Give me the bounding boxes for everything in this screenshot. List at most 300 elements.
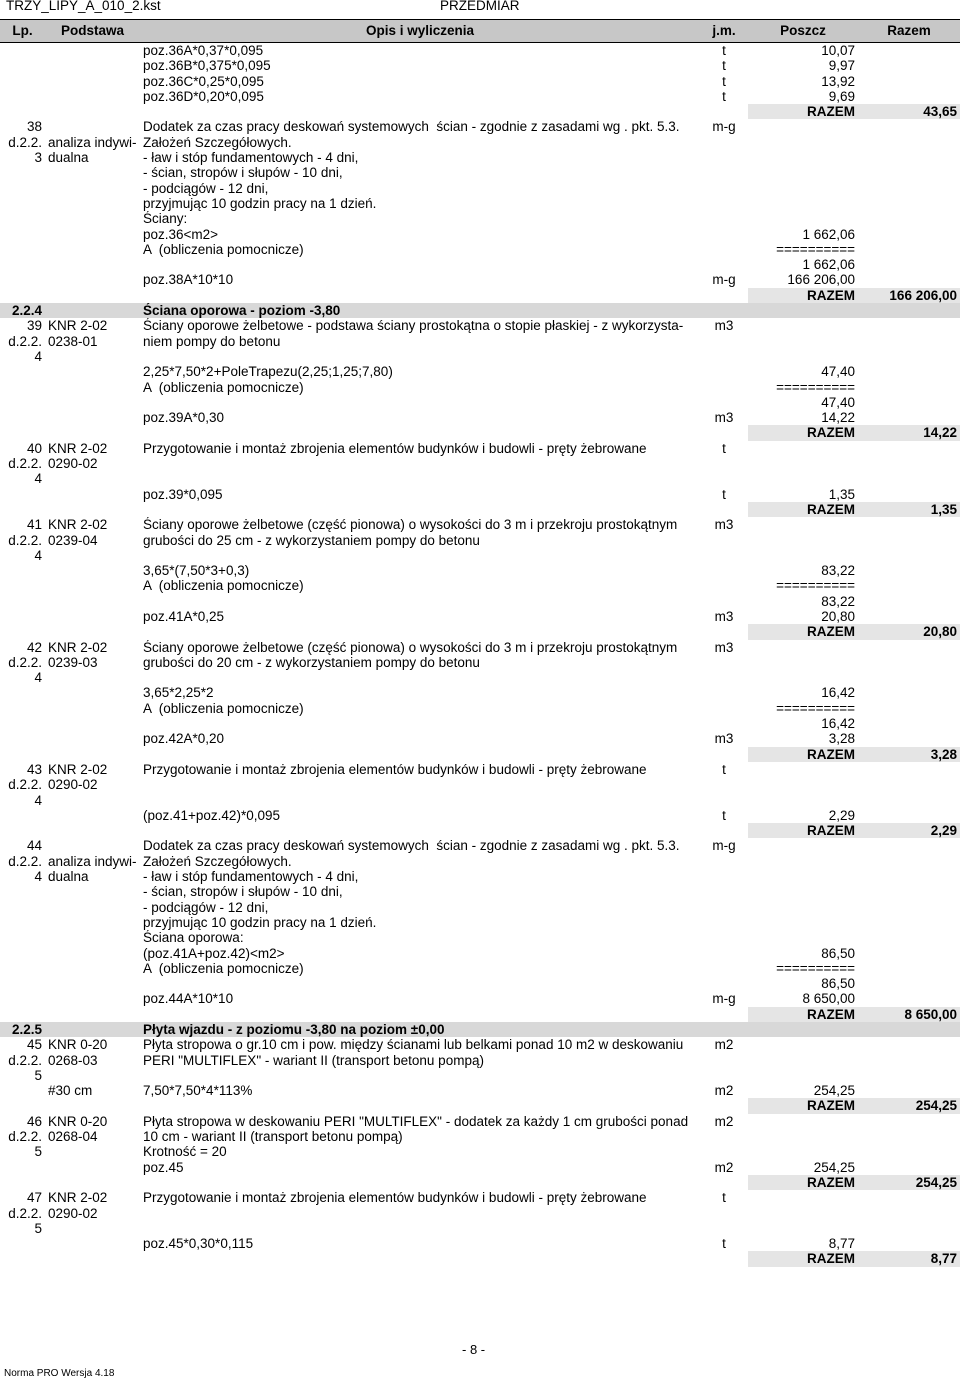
cell-poszcz [748,548,858,563]
cell-razem [858,242,960,257]
cell-razem: 166 206,00 [858,288,960,303]
cell-razem [858,1190,960,1205]
cell-lp: 3 [34,150,42,166]
cell-poszcz [748,165,858,180]
cell-jm [700,533,748,548]
cell-razem [858,1114,960,1129]
cell-podstawa [45,716,140,731]
cell-lp [0,74,45,89]
cell-poszcz [748,1221,858,1236]
cell-razem [858,563,960,578]
cell-podstawa [45,793,140,808]
cell-razem: 3,28 [858,747,960,762]
cell-podstawa [45,1175,140,1190]
cell-podstawa [45,701,140,716]
cell-lp [0,946,45,961]
cell-lp [0,1098,45,1113]
cell-podstawa [45,731,140,746]
cell-lp: 46 [26,1113,42,1129]
cell-razem [858,777,960,792]
cell-jm [700,1053,748,1068]
cell-jm [700,655,748,670]
table-row [0,609,960,624]
cell-jm [700,211,748,226]
cell-poszcz [748,119,858,134]
cell-podstawa [45,946,140,961]
table-row [0,961,960,976]
cell-lp: d.2.2. [8,532,42,548]
cell-jm [700,716,748,731]
cell-poszcz [748,1037,858,1052]
file-header [0,0,960,16]
cell-jm [700,104,748,119]
cell-opis: poz.39*0,095 [143,486,223,502]
cell-jm: t [722,1190,726,1206]
table-row [0,135,960,150]
table-row [0,1236,960,1251]
cell-lp [0,808,45,823]
cell-podstawa [45,211,140,226]
cell-razem: 2,29 [858,823,960,838]
cell-lp [0,976,45,991]
cell-poszcz: 20,80 [821,608,855,624]
cell-jm [700,1129,748,1144]
cell-poszcz: 16,42 [821,685,855,701]
cell-opis: Założeń Szczegółowych. [143,853,292,869]
cell-lp: 4 [34,792,42,808]
cell-jm [700,1007,748,1022]
cell-podstawa [45,670,140,685]
cell-lp: 4 [34,348,42,364]
cell-lp: 4 [34,471,42,487]
cell-podstawa: KNR 0-20 [48,1113,108,1129]
cell-jm: m2 [714,1159,734,1175]
cell-poszcz: 83,22 [821,563,855,579]
cell-podstawa [45,823,140,838]
cell-razem [858,1022,960,1037]
cell-jm: m-g [712,272,736,288]
cell-lp: 4 [34,547,42,563]
cell-jm: m3 [714,731,734,747]
cell-opis [140,349,700,364]
cell-lp [0,380,45,395]
cell-poszcz [748,762,858,777]
cell-lp [0,89,45,104]
cell-podstawa [45,930,140,945]
cell-podstawa [45,288,140,303]
table-row [0,1022,960,1037]
col-header-razem: Razem [858,20,960,43]
cell-jm [700,900,748,915]
cell-razem [858,838,960,853]
table-row [0,685,960,700]
table-row [0,43,960,59]
cell-poszcz [748,135,858,150]
cell-opis [140,1068,700,1083]
table-row [0,1160,960,1175]
cell-razem [858,364,960,379]
table-row [0,196,960,211]
cell-razem: 14,22 [858,425,960,440]
cell-lp: 40 [26,440,42,456]
table-row [0,624,960,639]
cell-poszcz: 1,35 [828,486,855,502]
cell-lp [0,685,45,700]
cell-jm [700,793,748,808]
cell-poszcz: RAZEM [748,823,858,838]
cell-poszcz [748,670,858,685]
cell-jm: m3 [714,318,734,334]
cell-poszcz: 9,97 [828,58,855,74]
cell-opis: - podciągów - 12 dni, [143,180,269,196]
cell-poszcz [748,349,858,364]
cell-razem [858,1053,960,1068]
cell-razem [858,900,960,915]
cell-poszcz [748,640,858,655]
cell-lp [0,594,45,609]
cell-razem [858,915,960,930]
cell-poszcz: ========== [776,960,855,976]
cell-razem [858,257,960,272]
cell-poszcz: ========== [776,241,855,257]
cell-podstawa [45,1098,140,1113]
table-row [0,1037,960,1052]
cell-razem [858,685,960,700]
cell-jm [700,165,748,180]
cell-poszcz: RAZEM [748,624,858,639]
cell-poszcz [748,303,858,318]
cell-razem [858,150,960,165]
cell-jm [700,777,748,792]
cell-opis: poz.45 [143,1159,184,1175]
cell-lp [0,624,45,639]
table-row [0,119,960,134]
cell-lp [0,609,45,624]
cell-poszcz: 83,22 [821,593,855,609]
cell-jm: t [722,1236,726,1252]
cell-lp [0,227,45,242]
cell-poszcz: 8,77 [828,1236,855,1252]
cell-opis: Ściany oporowe żelbetowe (część pionowa) o wysokości do 3 m i przekroju prostokątnym [143,639,678,655]
cell-lp: d.2.2. [8,1205,42,1221]
cell-podstawa [45,563,140,578]
cell-podstawa [45,502,140,517]
cell-razem [858,731,960,746]
cell-podstawa [45,548,140,563]
cell-opis [140,1221,700,1236]
cell-jm [700,563,748,578]
cell-podstawa [45,1068,140,1083]
table-row [0,915,960,930]
cell-lp [0,1007,45,1022]
table-row [0,1206,960,1221]
cell-razem: 8,77 [858,1251,960,1266]
cell-opis: Założeń Szczegółowych. [143,134,292,150]
cell-lp [0,563,45,578]
cell-opis [140,456,700,471]
table-row [0,104,960,119]
cell-opis: przyjmując 10 godzin pracy na 1 dzień. [143,914,377,930]
table-row [0,930,960,945]
cell-opis [140,1251,700,1266]
cell-poszcz: ========== [776,379,855,395]
table-body [0,43,960,1267]
cell-opis: przyjmując 10 godzin pracy na 1 dzień. [143,195,377,211]
cell-podstawa: KNR 0-20 [48,1037,108,1053]
cell-jm: m-g [712,991,736,1007]
cell-poszcz [748,318,858,333]
cell-lp [0,425,45,440]
cell-opis: grubości do 25 cm - z wykorzystaniem pompy do betonu [143,532,480,548]
cell-lp: 42 [26,639,42,655]
cell-poszcz [748,211,858,226]
cell-jm: m3 [714,639,734,655]
table-row [0,869,960,884]
cell-lp [0,578,45,593]
table-row [0,1144,960,1159]
table-row [0,165,960,180]
cell-opis: poz.36C*0,25*0,095 [143,73,264,89]
table-row [0,211,960,226]
cell-poszcz [748,777,858,792]
cell-razem [858,487,960,502]
cell-razem [858,165,960,180]
cell-razem [858,884,960,899]
cell-poszcz: 1 662,06 [802,226,855,242]
cell-podstawa [45,915,140,930]
cell-jm: m2 [714,1037,734,1053]
cell-poszcz [748,334,858,349]
cell-poszcz: 2,29 [828,807,855,823]
cell-jm [700,1068,748,1083]
table-row [0,471,960,486]
cell-opis: A (obliczenia pomocnicze) [143,700,304,716]
cell-opis [140,104,700,119]
cell-poszcz [748,900,858,915]
cell-jm [700,548,748,563]
cell-razem [858,211,960,226]
cell-podstawa [45,395,140,410]
cell-jm: m2 [714,1113,734,1129]
table-row [0,288,960,303]
col-header-podstawa: Podstawa [45,20,140,43]
cell-jm [700,502,748,517]
cell-opis [140,548,700,563]
cell-opis [140,471,700,486]
cell-poszcz: RAZEM [748,1007,858,1022]
cell-podstawa: 0268-03 [48,1052,98,1068]
cell-razem [858,701,960,716]
cell-opis: A (obliczenia pomocnicze) [143,379,304,395]
cell-poszcz [748,471,858,486]
cell-lp [0,961,45,976]
cell-podstawa [45,58,140,73]
cell-opis [140,716,700,731]
cell-jm [700,425,748,440]
table-row [0,487,960,502]
cell-poszcz: 9,69 [828,88,855,104]
cell-razem [858,930,960,945]
cell-poszcz: RAZEM [748,1251,858,1266]
cell-podstawa: 0239-04 [48,532,98,548]
table-row [0,272,960,287]
cell-lp [0,1251,45,1266]
cell-podstawa [45,380,140,395]
cell-jm [700,1251,748,1266]
cell-podstawa [45,487,140,502]
cell-opis: poz.45*0,30*0,115 [143,1236,254,1252]
cell-lp: 41 [26,517,42,533]
cell-podstawa [45,104,140,119]
cell-podstawa [45,257,140,272]
cell-poszcz: RAZEM [748,425,858,440]
cell-jm [700,181,748,196]
table-row [0,242,960,257]
table-row [0,257,960,272]
cell-lp [0,884,45,899]
cell-opis: - podciągów - 12 dni, [143,899,269,915]
cell-jm [700,334,748,349]
table-row [0,89,960,104]
cell-poszcz [748,1053,858,1068]
cell-lp: d.2.2. [8,654,42,670]
cell-opis [140,288,700,303]
cell-jm [700,670,748,685]
table-row [0,150,960,165]
cell-jm [700,349,748,364]
cell-poszcz [748,1190,858,1205]
cell-poszcz: ========== [776,578,855,594]
cell-opis: A (obliczenia pomocnicze) [143,578,304,594]
cell-poszcz [748,181,858,196]
table-row [0,716,960,731]
table-row [0,701,960,716]
cell-razem [858,349,960,364]
cell-razem [858,89,960,104]
cell-podstawa [45,578,140,593]
col-header-poszcz: Poszcz [748,20,858,43]
cell-razem [858,961,960,976]
cell-razem [858,762,960,777]
cell-razem [858,227,960,242]
cell-jm [700,456,748,471]
cell-jm: t [722,58,726,74]
table-row [0,1251,960,1266]
cell-poszcz [748,869,858,884]
cell-jm: m3 [714,517,734,533]
cell-podstawa [45,808,140,823]
table-row [0,58,960,73]
cell-poszcz [748,1022,858,1037]
cell-poszcz [748,1144,858,1159]
cell-poszcz: 13,92 [821,73,855,89]
cell-lp [0,43,45,59]
cell-jm [700,1144,748,1159]
cell-poszcz [748,150,858,165]
cell-podstawa [45,364,140,379]
table-row [0,1129,960,1144]
cell-podstawa: dualna [48,869,89,885]
cell-opis: - ścian, stropów i słupów - 10 dni, [143,884,343,900]
cell-razem [858,196,960,211]
cell-opis: niem pompy do betonu [143,333,281,349]
cell-jm [700,257,748,272]
cell-lp: d.2.2. [8,853,42,869]
table-row [0,854,960,869]
cell-poszcz [748,1068,858,1083]
cell-lp: 45 [26,1037,42,1053]
table-row [0,74,960,89]
cell-razem [858,946,960,961]
cell-jm [700,946,748,961]
cell-podstawa [45,838,140,853]
cell-razem [858,1144,960,1159]
cell-poszcz [748,930,858,945]
cell-opis [140,793,700,808]
cell-lp [0,395,45,410]
cell-jm [700,701,748,716]
cell-poszcz [748,854,858,869]
cell-lp: d.2.2. [8,777,42,793]
cell-opis: 3,65*2,25*2 [143,685,214,701]
cell-lp [0,181,45,196]
cell-opis [140,747,700,762]
cell-opis [140,976,700,991]
cell-podstawa [45,609,140,624]
cell-opis: - ław i stóp fundamentowych - 4 dni, [143,150,359,166]
cell-poszcz [748,655,858,670]
cell-opis: Dodatek za czas pracy deskowań systemowych ścian - zgodnie z zasadami wg . pkt. 5.3. [143,838,680,854]
cell-razem [858,1129,960,1144]
cell-opis: poz.38A*10*10 [143,272,234,288]
cell-podstawa: 0290-02 [48,456,98,472]
cell-poszcz [748,196,858,211]
cell-razem: 8 650,00 [858,1007,960,1022]
cell-jm [700,915,748,930]
cell-lp: 5 [34,1144,42,1160]
cell-podstawa: 0290-02 [48,777,98,793]
table-row [0,976,960,991]
cell-podstawa: KNR 2-02 [48,440,108,456]
cell-opis: poz.36B*0,375*0,095 [143,58,271,74]
cell-poszcz [748,793,858,808]
cell-lp [0,1175,45,1190]
cell-podstawa [45,410,140,425]
cell-jm [700,196,748,211]
cell-opis: Ściany oporowe żelbetowe (część pionowa) o wysokości do 3 m i przekroju prostokątnym [143,517,678,533]
cell-opis [140,395,700,410]
table-row [0,793,960,808]
cell-lp [0,502,45,517]
cell-opis: 7,50*7,50*4*113% [143,1083,253,1099]
cell-opis: - ścian, stropów i słupów - 10 dni, [143,165,343,181]
cell-lp: 38 [26,119,42,135]
cell-lp [0,165,45,180]
table-row [0,548,960,563]
cell-poszcz [748,1129,858,1144]
cell-jm: m-g [712,838,736,854]
cell-razem [858,74,960,89]
cell-razem [858,58,960,73]
table-row [0,946,960,961]
cell-opis: poz.39A*0,30 [143,410,225,426]
cell-opis: A (obliczenia pomocnicze) [143,241,304,257]
cell-podstawa [45,1007,140,1022]
estimate-table [0,19,960,1267]
table-row [0,334,960,349]
cell-podstawa: 0238-01 [48,333,98,349]
cell-poszcz [748,533,858,548]
